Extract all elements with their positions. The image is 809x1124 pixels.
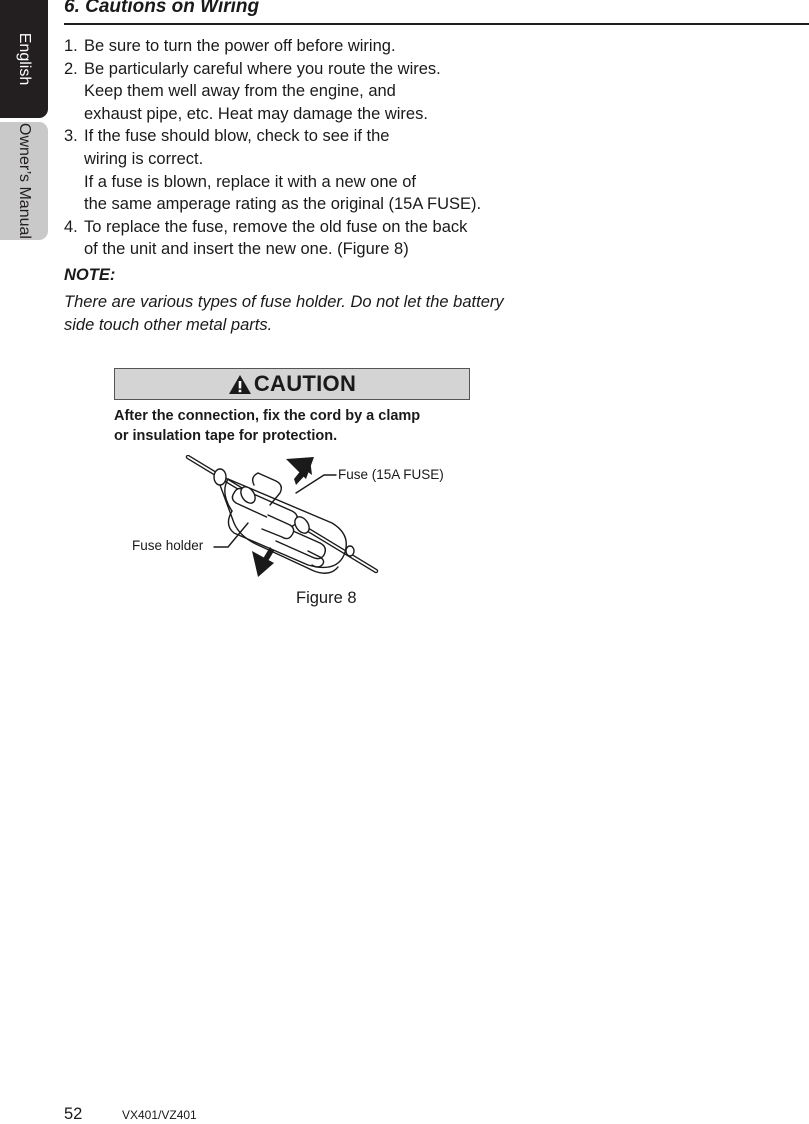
section-title: 6. Cautions on Wiring	[64, 0, 260, 17]
page-number: 52	[64, 1105, 83, 1123]
step-line: Be particularly careful where you route the wires.	[84, 59, 441, 78]
note-text	[64, 291, 604, 337]
step-line: of the unit and insert the new one. (Figure 8)	[84, 240, 409, 259]
step-line: the same amperage rating as the original (15A FUSE).	[84, 195, 482, 214]
note-heading: NOTE:	[64, 266, 116, 284]
step-line: wiring is correct.	[84, 149, 204, 168]
step-item	[64, 35, 584, 58]
note-line: There are various types of fuse holder. Do not let the battery	[64, 293, 504, 311]
language-tab-label: English	[16, 32, 34, 86]
caution-text	[114, 406, 494, 446]
caution-banner	[114, 368, 470, 400]
manual-tab	[0, 122, 48, 240]
model-number: VX401/VZ401	[122, 1108, 197, 1122]
manual-tab-label: Owner’s Manual	[16, 123, 33, 239]
step-line: If the fuse should blow, check to see if the	[84, 127, 390, 146]
step-number: 2.	[64, 59, 78, 78]
step-item	[64, 125, 584, 215]
steps-list	[64, 35, 584, 261]
step-line: Keep them well away from the engine, and	[84, 82, 396, 101]
warning-icon	[228, 374, 252, 395]
step-item	[64, 216, 584, 261]
language-tab	[0, 0, 48, 118]
caution-label: CAUTION	[253, 371, 357, 396]
title-rule	[64, 23, 809, 25]
step-number: 4.	[64, 217, 78, 236]
step-line: To replace the fuse, remove the old fuse on the back	[84, 217, 468, 236]
step-line: Be sure to turn the power off before wiring.	[84, 37, 396, 55]
step-line: exhaust pipe, etc. Heat may damage the wires.	[84, 104, 428, 123]
fuse-holder-label: Fuse holder	[132, 538, 204, 553]
step-number: 3.	[64, 127, 78, 146]
fuse-figure	[124, 455, 464, 585]
step-line: If a fuse is blown, replace it with a new one of	[84, 172, 417, 191]
note-line: side touch other metal parts.	[64, 316, 273, 334]
step-number: 1.	[64, 37, 78, 55]
step-item	[64, 58, 584, 126]
caution-line: or insulation tape for protection.	[114, 428, 338, 444]
figure-caption: Figure 8	[296, 589, 357, 607]
caution-line: After the connection, fix the cord by a clamp	[114, 408, 421, 424]
fuse-label: Fuse (15A FUSE)	[338, 467, 444, 482]
